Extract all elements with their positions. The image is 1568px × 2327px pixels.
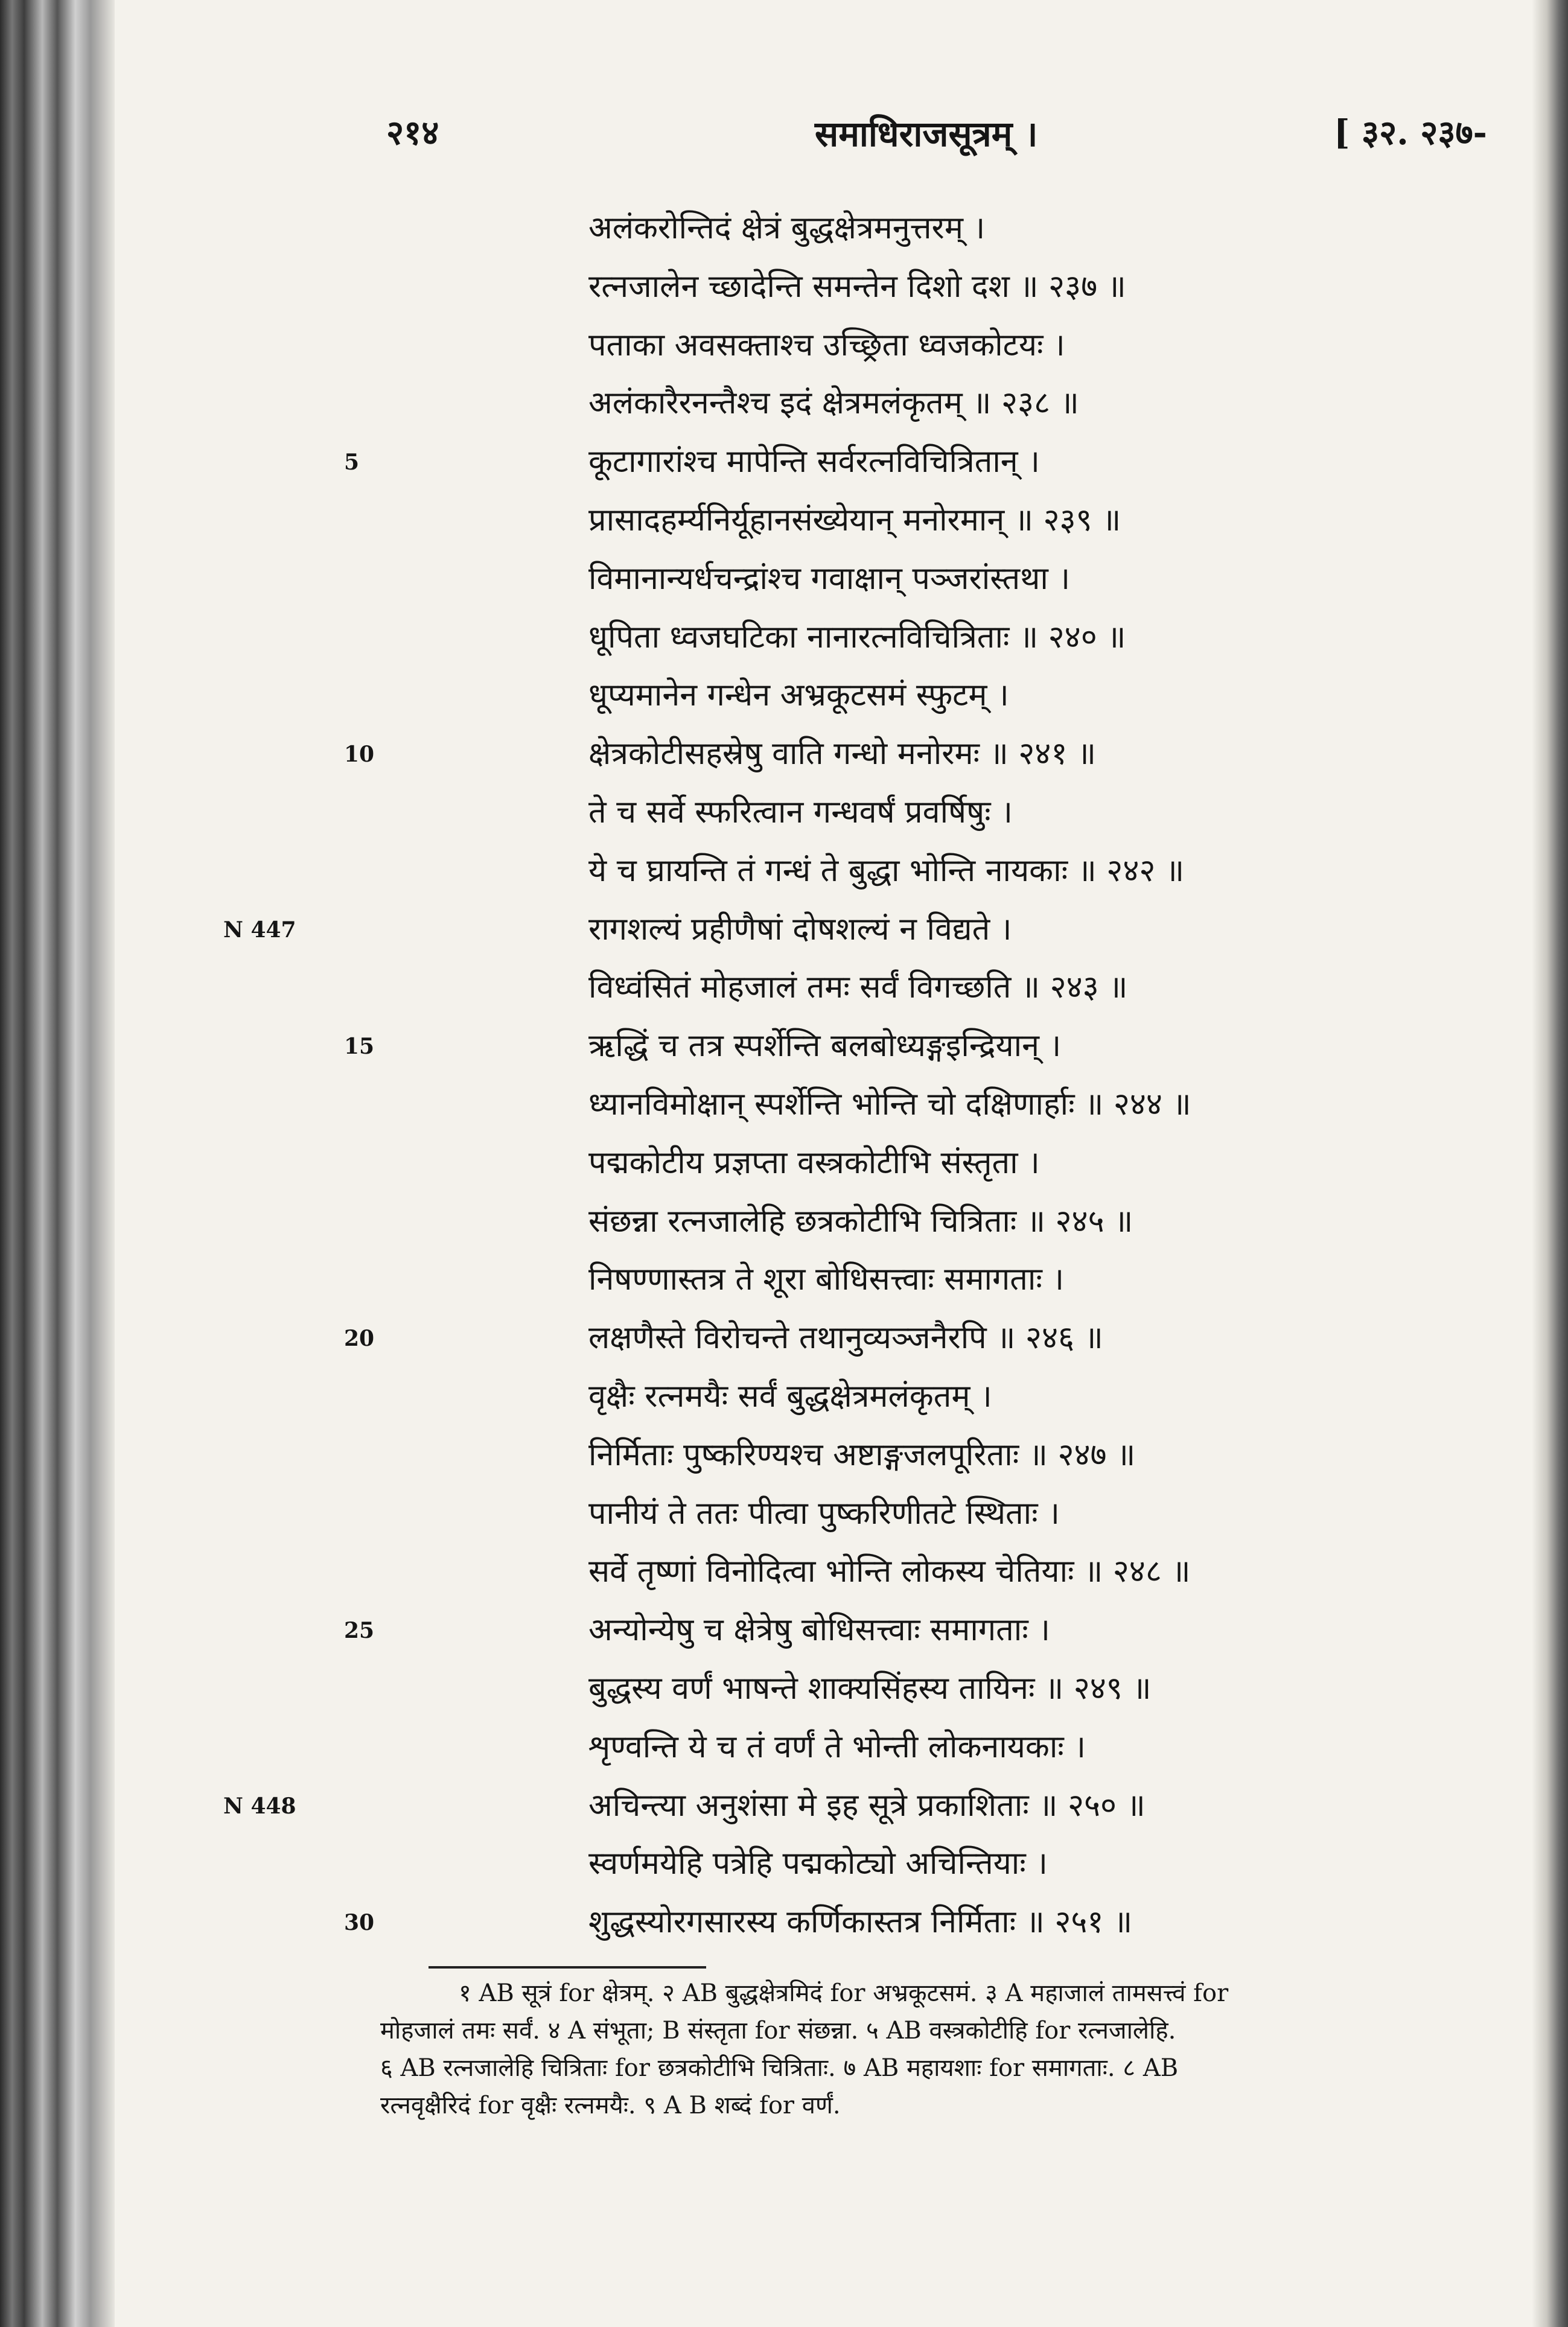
verse-line: ये च घ्रायन्ति तं गन्धं ते बुद्धा भोन्ति नायकाः ॥ २४२ ॥: [588, 852, 1185, 889]
running-title: समाधिराजसूत्रम् ।: [815, 113, 1038, 154]
line-number: 25: [344, 1618, 375, 1643]
verse-line: कूटागारांश्च मापेन्ति सर्वरत्नविचित्रितान् ।: [588, 444, 1040, 480]
verse-line: शुद्धस्योरगसारस्य कर्णिकास्तत्र निर्मिताः ॥ २५१ ॥: [588, 1904, 1133, 1941]
verse-line: लक्षणैस्ते विरोचन्ते तथानुव्यञ्जनैरपि ॥ २४६ ॥: [588, 1320, 1103, 1357]
verse-line: संछन्ना रत्नजालेहि छत्रकोटीभि चित्रिताः ॥ २४५ ॥: [588, 1203, 1133, 1240]
verse-line: पानीयं ते ततः पीत्वा पुष्करिणीतटे स्थिताः ।: [588, 1495, 1060, 1532]
page-header: [0, 109, 1568, 181]
verse-line: धूपिता ध्वजघटिका नानारत्नविचित्रिताः ॥ २४० ॥: [588, 619, 1126, 655]
verse-line: स्वर्णमयेहि पत्रेहि पद्मकोट्यो अचिन्तियाः ।: [588, 1845, 1048, 1882]
verse-block: [588, 199, 1506, 1952]
verse-line: प्रासादहर्म्यनिर्यूहानसंख्येयान् मनोरमान् ॥ २३९ ॥: [588, 501, 1121, 538]
page-number: २१४: [386, 113, 439, 153]
line-number: 20: [344, 1326, 375, 1351]
line-number: 5: [344, 450, 360, 475]
page-right-edge: [1532, 0, 1568, 2327]
line-number: 10: [344, 742, 375, 767]
footnote-line: रत्नवृक्षैरिदं for वृक्षैः रत्नमयैः. ९ A B शब्दं for वर्णं.: [380, 2092, 841, 2119]
verse-line: ऋद्धिं च तत्र स्पर्शेन्ति बलबोध्यङ्गइन्द्रियान् ।: [588, 1028, 1062, 1065]
verse-line: निर्मिताः पुष्करिण्यश्च अष्टाङ्गजलपूरिताः ॥ २४७ ॥: [588, 1436, 1136, 1473]
manuscript-reference: N 448: [223, 1794, 296, 1819]
verse-line: रत्नजालेन च्छादेन्ति समन्तेन दिशो दश ॥ २३७ ॥: [588, 268, 1126, 305]
section-reference: [ ३२. २३७-: [1334, 113, 1487, 153]
line-number: 15: [344, 1034, 375, 1059]
verse-line: सर्वे तृष्णां विनोदित्वा भोन्ति लोकस्य चेतियाः ॥ २४८ ॥: [588, 1553, 1191, 1590]
verse-line: निषण्णास्तत्र ते शूरा बोधिसत्त्वाः समागताः ।: [588, 1261, 1065, 1298]
verse-line: क्षेत्रकोटीसहस्रेषु वाति गन्धो मनोरमः ॥ २४१ ॥: [588, 736, 1097, 772]
verse-line: पद्मकोटीय प्रज्ञप्ता वस्त्रकोटीभि संस्तृता ।: [588, 1144, 1040, 1181]
line-number: 30: [344, 1910, 375, 1935]
verse-line: अलंकरोन्तिदं क्षेत्रं बुद्धक्षेत्रमनुत्तरम् ।: [588, 210, 986, 246]
verse-line: रागशल्यं प्रहीणैषां दोषशल्यं न विद्यते ।: [588, 911, 1012, 947]
footnote-line: १ AB सूत्रं for क्षेत्रम्. २ AB बुद्धक्षेत्रमिदं for अभ्रकूटसमं. ३ A महाजालं तामसत्त्वं for: [459, 1979, 1229, 2007]
manuscript-reference: N 447: [223, 917, 296, 943]
verse-line: धूप्यमानेन गन्धेन अभ्रकूटसमं स्फुटम् ।: [588, 677, 1009, 714]
verse-line: अलंकारैरनन्तैश्च इदं क्षेत्रमलंकृतम् ॥ २३८ ॥: [588, 385, 1079, 422]
footnotes: [380, 1975, 1527, 2124]
verse-line: वृक्षैः रत्नमयैः सर्वं बुद्धक्षेत्रमलंकृतम् ।: [588, 1378, 992, 1415]
book-binding-gutter: [0, 0, 115, 2327]
footnote-line: मोहजालं तमः सर्वं. ४ A संभूता; B संस्तृता for संछन्ना. ५ AB वस्त्रकोटीहि for रत्नजालेहि.: [380, 2017, 1176, 2045]
footnote-line: ६ AB रत्नजालेहि चित्रिताः for छत्रकोटीभि चित्रिताः. ७ AB महायशाः for समागताः. ८ AB: [380, 2054, 1179, 2082]
verse-line: ध्यानविमोक्षान् स्पर्शेन्ति भोन्ति चो दक्षिणार्हाः ॥ २४४ ॥: [588, 1086, 1191, 1122]
verse-line: विमानान्यर्धचन्द्रांश्च गवाक्षान् पञ्जरांस्तथा ।: [588, 560, 1071, 597]
verse-line: विध्वंसितं मोहजालं तमः सर्वं विगच्छति ॥ २४३ ॥: [588, 969, 1128, 1006]
verse-line: अचिन्त्या अनुशंसा मे इह सूत्रे प्रकाशिताः ॥ २५० ॥: [588, 1787, 1146, 1824]
verse-line: बुद्धस्य वर्णं भाषन्ते शाक्यसिंहस्य तायिनः ॥ २४९ ॥: [588, 1670, 1152, 1707]
verse-line: अन्योन्येषु च क्षेत्रेषु बोधिसत्त्वाः समागताः ।: [588, 1612, 1050, 1649]
verse-line: पताका अवसक्ताश्च उच्छ्रिता ध्वजकोटयः ।: [588, 326, 1065, 363]
footnote-divider: [429, 1966, 706, 1969]
verse-line: शृण्वन्ति ये च तं वर्णं ते भोन्ती लोकनायकाः ।: [588, 1728, 1086, 1765]
verse-line: ते च सर्वे स्फरित्वान गन्धवर्षं प्रवर्षिषुः ।: [588, 794, 1013, 830]
